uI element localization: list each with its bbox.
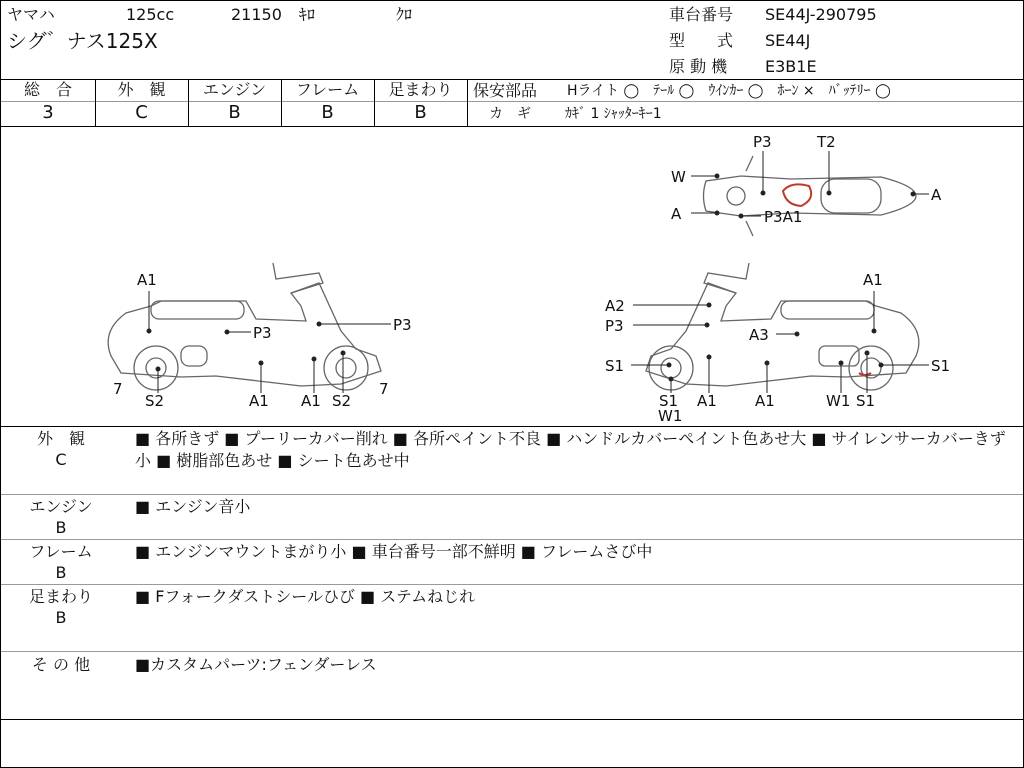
frame-grade-label: フレーム: [295, 80, 360, 99]
frame-no-label: 車台番号: [669, 5, 734, 24]
divider: [467, 101, 1023, 102]
diagram-label: P3: [605, 317, 624, 335]
maker: ヤマハ: [7, 5, 55, 24]
type-value: SE44J: [765, 31, 811, 50]
exterior-label: 外 観: [117, 80, 166, 99]
suspension-grade-label: 足まわり: [388, 80, 453, 99]
diagram-label: T2: [817, 133, 836, 151]
diagram-label: P3: [393, 316, 412, 334]
safety-items: Hライト ◯ ﾃｰﾙ ◯ ｳｲﾝｶｰ ◯ ﾎｰﾝ × ﾊﾞｯﾃﾘｰ ◯: [567, 83, 891, 99]
diagram-label: A2: [605, 297, 625, 315]
diagram-label: W1: [658, 407, 683, 425]
frame-no: SE44J-290795: [765, 5, 877, 24]
displacement: 125cc: [126, 5, 175, 24]
divider: [1, 651, 1023, 652]
section-frame-text: ■ エンジンマウントまがり小 ■ 車台番号一部不鮮明 ■ フレームさび中: [135, 542, 653, 561]
engine-value: E3B1E: [765, 57, 817, 76]
divider: [1, 494, 1023, 495]
diagram-label: A1: [301, 392, 321, 410]
suspension-grade: B: [414, 102, 427, 123]
diagram-label: S2: [145, 392, 165, 410]
overall-label: 総 合: [23, 80, 72, 99]
safety-label: 保安部品: [473, 81, 538, 100]
section-frame-grade: B: [55, 563, 67, 582]
mileage: 21150: [231, 5, 282, 24]
section-other-name: そ の 他: [31, 655, 91, 674]
engine-grade-label: エンジン: [202, 80, 267, 99]
diagram-label: W: [671, 168, 686, 186]
section-engine-name: エンジン: [29, 497, 93, 516]
section-other-text: ■カスタムパーツ:フェンダーレス: [135, 655, 377, 674]
diagram-label: A: [671, 205, 682, 223]
diagram-label: 7: [379, 380, 389, 398]
diagram-label: W1: [826, 392, 851, 410]
key-value: ｶｷﾞ 1 ｼｬｯﾀｰｷｰ1: [565, 106, 662, 122]
divider: [1, 539, 1023, 540]
diagram-label: A1: [863, 271, 883, 289]
diagram-label: P3A1: [764, 208, 803, 226]
key-label: カ ギ: [489, 106, 531, 122]
model-name: シグ゛ナス125X: [7, 29, 158, 53]
section-exterior-name: 外 観: [36, 429, 85, 448]
section-engine-grade: B: [55, 518, 67, 537]
divider: [1, 584, 1023, 585]
section-exterior-text: ■ 各所きず ■ プーリーカバー削れ ■ 各所ペイント不良 ■ ハンドルカバーペイント色あせ大 ■ サイレンサーカバーきず小 ■ 樹脂部色あせ ■ シート色あせ中: [135, 429, 1006, 470]
diagram-label: S1: [605, 357, 625, 375]
diagram-label: P3: [753, 133, 772, 151]
diagram-label: S1: [856, 392, 876, 410]
mileage-unit: ｷﾛ: [299, 5, 316, 24]
overall-grade: 3: [42, 102, 54, 123]
section-frame-name: フレーム: [29, 542, 93, 561]
diagram-label: A1: [137, 271, 157, 289]
diagram-label: A1: [697, 392, 717, 410]
top-view-drawing: [704, 156, 917, 236]
section-suspension-name: 足まわり: [28, 587, 93, 606]
exterior-grade: C: [135, 102, 148, 123]
engine-label: 原 動 機: [669, 57, 728, 76]
frame-grade: B: [321, 102, 334, 123]
section-exterior-grade: C: [55, 450, 67, 469]
diagram-label: A: [931, 186, 942, 204]
diagram-label: 7: [113, 380, 123, 398]
section-suspension-text: ■ Fフォークダストシールひび ■ ステムねじれ: [135, 587, 476, 606]
section-engine-text: ■ エンジン音小: [135, 497, 251, 516]
leader-lines: [147, 151, 929, 393]
section-suspension-grade: B: [55, 608, 67, 627]
color: ｸﾛ: [396, 5, 413, 24]
divider: [1, 426, 1023, 427]
type-label: 型 式: [669, 31, 734, 50]
divider: [467, 79, 468, 126]
diagram-label: A1: [249, 392, 269, 410]
diagram-label: S1: [659, 392, 679, 410]
diagram-label: A3: [749, 326, 769, 344]
diagram-label: A1: [755, 392, 775, 410]
diagram-label: P3: [253, 324, 272, 342]
diagram-label: S1: [931, 357, 951, 375]
diagram-label: S2: [332, 392, 352, 410]
engine-grade: B: [228, 102, 241, 123]
damage-diagram: [1, 126, 1023, 426]
divider: [1, 719, 1023, 720]
